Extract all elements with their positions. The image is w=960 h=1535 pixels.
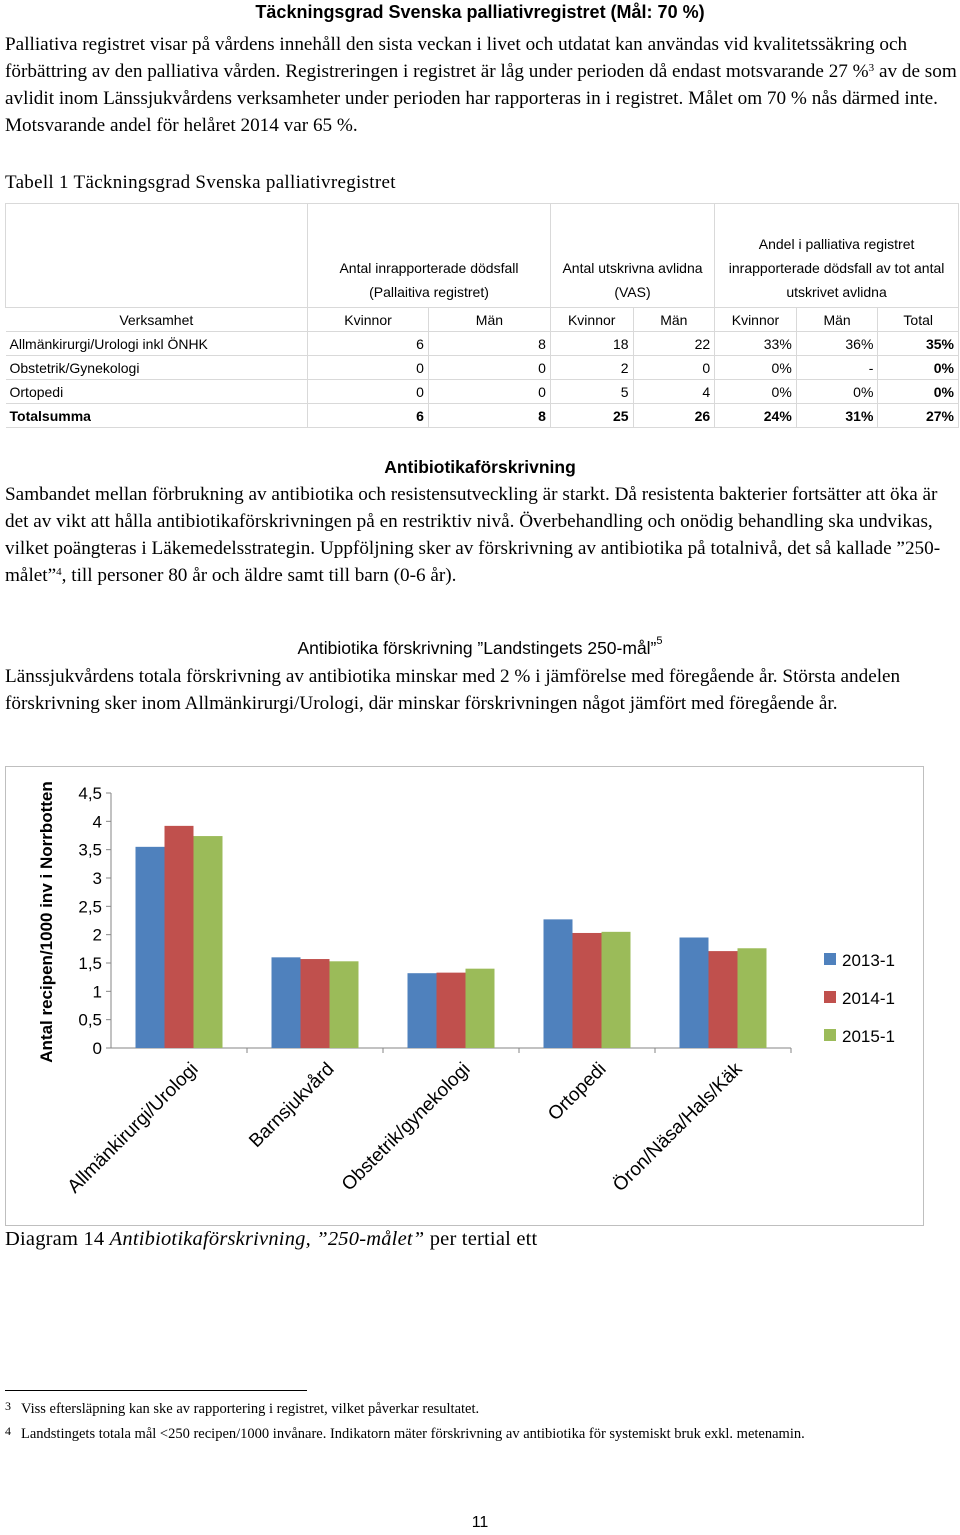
paragraph-palliativ-part2: av de som avlidit inom Länssjukvårdens verksamheter under perioden har rapporteras in i registret. Målet om 70 % nås därmed inte. Motsvarande andel för helåret 2014 var 65 %. bbox=[5, 61, 957, 136]
table-cell: 0% bbox=[878, 356, 959, 380]
table-cell: 33% bbox=[715, 332, 797, 356]
legend-label: 2014-1 bbox=[842, 989, 895, 1008]
y-tick-label: 2 bbox=[92, 925, 102, 945]
bar-2015-1-0 bbox=[194, 836, 223, 1048]
x-category-label: Öron/Näsa/Hals/Käk bbox=[609, 1058, 747, 1196]
bar-2013-1-1 bbox=[272, 957, 301, 1048]
footnote-4-mark: 4 bbox=[5, 1424, 11, 1438]
table-cell: 0 bbox=[428, 380, 550, 404]
table-cell: 0% bbox=[715, 380, 797, 404]
table-cell: - bbox=[796, 356, 878, 380]
y-tick-label: 2,5 bbox=[78, 897, 102, 917]
table-cell: 0% bbox=[715, 356, 797, 380]
legend-swatch-2013-1 bbox=[824, 953, 836, 965]
heading-250-mal bbox=[0, 635, 960, 659]
bar-2015-1-4 bbox=[738, 948, 767, 1048]
table-row bbox=[6, 332, 959, 356]
table-cell: 18 bbox=[550, 332, 633, 356]
paragraph-palliativ-part1: Palliativa registret visar på vårdens innehåll den sista veckan i livet och utdatat kan användas vid kvalitetssäkring och förbättring av den palliativa vården. Registreringen i registret är låg under perioden då endast motsvarande 27 % bbox=[5, 34, 908, 82]
table-cell: 4 bbox=[633, 380, 715, 404]
column-header: Verksamhet bbox=[6, 308, 308, 332]
chart-svg bbox=[6, 767, 923, 1225]
bar-2014-1-1 bbox=[301, 959, 330, 1048]
x-category-label: Barnsjukvård bbox=[245, 1058, 339, 1152]
y-tick-label: 1 bbox=[92, 982, 102, 1002]
table-cell: 0% bbox=[796, 380, 878, 404]
row-label: Ortopedi bbox=[6, 380, 308, 404]
table-cell: 8 bbox=[428, 332, 550, 356]
table-cell: 26 bbox=[633, 404, 715, 428]
table-cell: 6 bbox=[308, 404, 429, 428]
column-header: Kvinnor bbox=[550, 308, 633, 332]
row-label: Allmänkirurgi/Urologi inkl ÖNHK bbox=[6, 332, 308, 356]
footnote-ref-3[interactable]: 3 bbox=[868, 62, 875, 74]
x-category-label: Obstetrik/gynekologi bbox=[337, 1058, 475, 1196]
bar-2013-1-4 bbox=[680, 938, 709, 1049]
table-caption: Tabell 1 Täckningsgrad Svenska palliativregistret bbox=[5, 172, 396, 193]
legend-label: 2015-1 bbox=[842, 1027, 895, 1046]
footnote-3-text: Viss eftersläpning kan ske av rapportering i registret, vilket påverkar resultatet. bbox=[21, 1401, 480, 1417]
column-header: Kvinnor bbox=[308, 308, 429, 332]
bar-2015-1-1 bbox=[330, 961, 359, 1048]
table-row bbox=[6, 380, 959, 404]
page-number: 11 bbox=[471, 1514, 489, 1531]
bar-2013-1-3 bbox=[544, 919, 573, 1048]
y-tick-label: 0,5 bbox=[78, 1010, 102, 1030]
table-cell: 2 bbox=[550, 356, 633, 380]
legend-swatch-2014-1 bbox=[824, 991, 836, 1003]
legend-swatch-2015-1 bbox=[824, 1029, 836, 1041]
bar-2015-1-2 bbox=[466, 969, 495, 1048]
bar-2014-1-0 bbox=[165, 826, 194, 1048]
footnote-4 bbox=[5, 1426, 805, 1443]
column-header: Män bbox=[633, 308, 715, 332]
diagram-caption-label: Diagram 14 bbox=[5, 1228, 110, 1250]
table-cell: 6 bbox=[308, 332, 429, 356]
y-tick-label: 0 bbox=[92, 1039, 102, 1058]
footnote-ref-5[interactable]: 5 bbox=[656, 635, 663, 647]
table-cell: 31% bbox=[796, 404, 878, 428]
bar-2013-1-2 bbox=[408, 973, 437, 1048]
y-axis-label: Antal recipen/1000 inv i Norrbotten bbox=[37, 781, 56, 1063]
table-cell: 27% bbox=[878, 404, 959, 428]
table-cell: 25 bbox=[550, 404, 633, 428]
footnote-divider bbox=[5, 1390, 307, 1391]
y-tick-label: 4,5 bbox=[78, 784, 102, 803]
antibiotics-chart bbox=[5, 766, 924, 1226]
footnote-ref-4[interactable]: 4 bbox=[56, 566, 62, 578]
group-header-inrapporterade: Antal inrapporterade dödsfall (Pallaitiva registret) bbox=[308, 204, 551, 308]
footnote-4-text: Landstingets totala mål <250 recipen/1000 invånare. Indikatorn mäter förskrivning av antibiotika för systemiskt bruk exkl. metenamin. bbox=[21, 1426, 805, 1442]
table-cell: 22 bbox=[633, 332, 715, 356]
bar-2014-1-4 bbox=[709, 951, 738, 1048]
footnote-3 bbox=[5, 1401, 479, 1418]
table-row bbox=[6, 404, 959, 428]
table-cell: 0 bbox=[308, 380, 429, 404]
bar-2013-1-0 bbox=[136, 847, 165, 1048]
bar-2014-1-3 bbox=[573, 933, 602, 1048]
table-cell: 24% bbox=[715, 404, 797, 428]
y-tick-label: 1,5 bbox=[78, 954, 102, 973]
table-cell: 36% bbox=[796, 332, 878, 356]
column-header: Män bbox=[428, 308, 550, 332]
table-row bbox=[6, 356, 959, 380]
table-cell: 0% bbox=[878, 380, 959, 404]
diagram-caption-title: Antibiotikaförskrivning, ”250-målet” bbox=[109, 1228, 425, 1250]
row-label: Totalsumma bbox=[6, 404, 308, 428]
footnote-3-mark: 3 bbox=[5, 1399, 11, 1413]
diagram-caption bbox=[5, 1228, 537, 1251]
table-cell: 5 bbox=[550, 380, 633, 404]
coverage-table bbox=[5, 203, 959, 428]
x-category-label: Allmänkirurgi/Urologi bbox=[63, 1058, 203, 1198]
paragraph-palliativ bbox=[5, 31, 957, 139]
paragraph-antibiotika-part2: , till personer 80 år och äldre samt till barn (0-6 år). bbox=[61, 565, 457, 586]
bar-2014-1-2 bbox=[437, 973, 466, 1048]
y-tick-label: 3,5 bbox=[78, 840, 102, 860]
legend-label: 2013-1 bbox=[842, 951, 895, 970]
heading-250-mal-text: Antibiotika förskrivning ”Landstingets 250-mål” bbox=[297, 638, 657, 658]
heading-antibiotika: Antibiotikaförskrivning bbox=[384, 457, 576, 477]
y-tick-label: 3 bbox=[92, 869, 102, 888]
paragraph-antibiotika bbox=[5, 481, 957, 589]
paragraph-250-mal: Länssjukvårdens totala förskrivning av antibiotika minskar med 2 % i jämförelse med föregående år. Största andelen förskrivning sker inom Allmänkirurgi/Urologi, där minskar förskrivningen något jämfört med föregående år. bbox=[5, 666, 901, 714]
group-header-andel: Andel i palliativa registret inrapporterade dödsfall av tot antal utskrivet avlidna bbox=[715, 204, 959, 308]
table-cell: 35% bbox=[878, 332, 959, 356]
table-cell: 0 bbox=[633, 356, 715, 380]
column-header: Kvinnor bbox=[715, 308, 797, 332]
table-cell: 0 bbox=[428, 356, 550, 380]
heading-palliativregistret: Täckningsgrad Svenska palliativregistret (Mål: 70 %) bbox=[255, 2, 705, 22]
diagram-caption-suffix: per tertial ett bbox=[424, 1228, 538, 1250]
y-tick-label: 4 bbox=[92, 812, 102, 832]
group-header-utskrivna: Antal utskrivna avlidna (VAS) bbox=[550, 204, 714, 308]
column-header: Total bbox=[878, 308, 959, 332]
header-empty bbox=[6, 204, 308, 308]
x-category-label: Ortopedi bbox=[544, 1058, 611, 1126]
table-cell: 8 bbox=[428, 404, 550, 428]
table-cell: 0 bbox=[308, 356, 429, 380]
column-header: Män bbox=[796, 308, 878, 332]
paragraph-antibiotika-part1: Sambandet mellan förbrukning av antibiotika och resistensutveckling är starkt. Då resistenta bakterier fortsätter att öka är det av vikt att hålla antibiotikaförskrivningen på en restriktiv nivå. Överbehandling och onödig behandling ska undvikas, vilket poängteras i Läkemedelsstrategin. Uppföljning sker av förskrivning av antibiotika på totalnivå, det så kallade ”250-målet” bbox=[5, 484, 941, 586]
row-label: Obstetrik/Gynekologi bbox=[6, 356, 308, 380]
bar-2015-1-3 bbox=[602, 932, 631, 1048]
